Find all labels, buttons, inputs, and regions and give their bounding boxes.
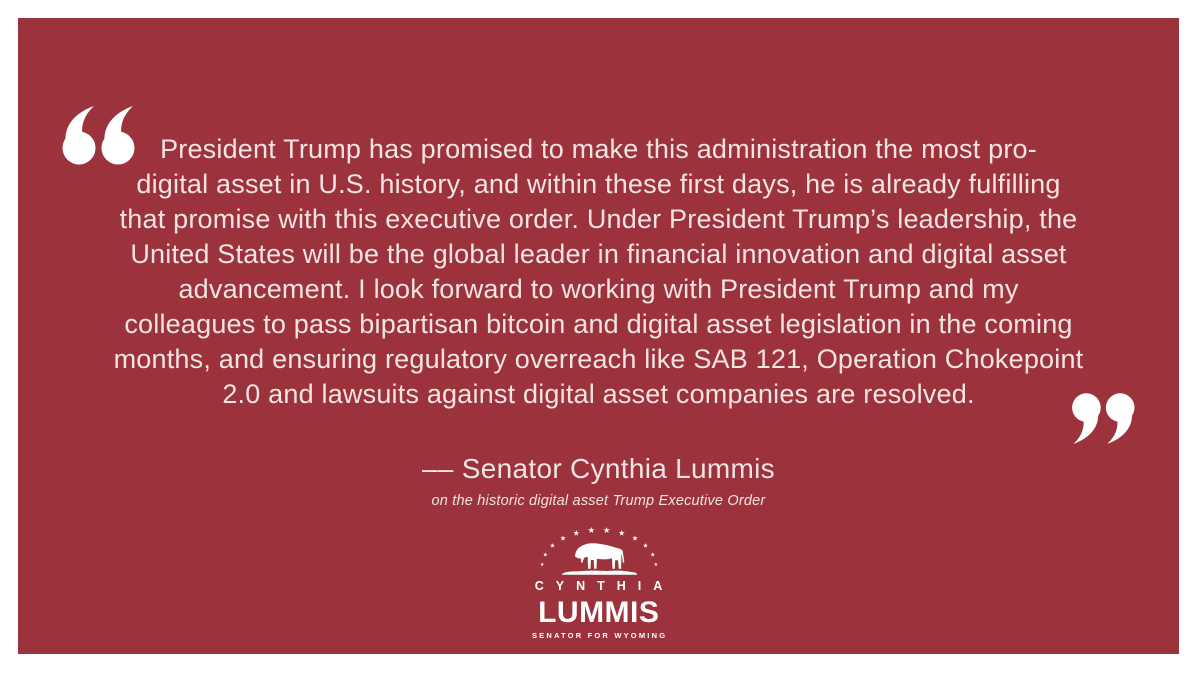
quote-line: United States will be the global leader in financial innovation and digital asset (130, 239, 1067, 269)
quote-line: that promise with this executive order. Under President Trump’s leadership, the (119, 204, 1078, 234)
quote-text (18, 132, 1179, 412)
logo-first-name: CYNTHIA (534, 579, 675, 593)
quote-line: 2.0 and lawsuits against digital asset companies are resolved. (222, 379, 975, 409)
lummis-logo (18, 523, 1179, 640)
bison-and-stars-emblem (529, 523, 669, 575)
quote-line: digital asset in U.S. history, and within these first days, he is already fulfilling (136, 169, 1061, 199)
quote-line: advancement. I look forward to working with President Trump and my (178, 274, 1019, 304)
quote-card (18, 18, 1179, 654)
attribution-context: on the historic digital asset Trump Executive Order (431, 493, 766, 509)
quote-line: colleagues to pass bipartisan bitcoin and digital asset legislation in the coming (124, 309, 1073, 339)
ground-icon (562, 571, 637, 575)
attribution-name: –– Senator Cynthia Lummis (421, 453, 775, 484)
quote-line: months, and ensuring regulatory overreach like SAB 121, Operation Chokepoint (113, 344, 1084, 374)
logo-last-name: LUMMIS (538, 596, 660, 629)
quote-line: President Trump has promised to make this administration the most pro- (160, 134, 1037, 164)
closing-quote-icon (1067, 392, 1137, 444)
bison-icon (562, 543, 637, 575)
logo-tagline: SENATOR FOR WYOMING (531, 631, 668, 640)
